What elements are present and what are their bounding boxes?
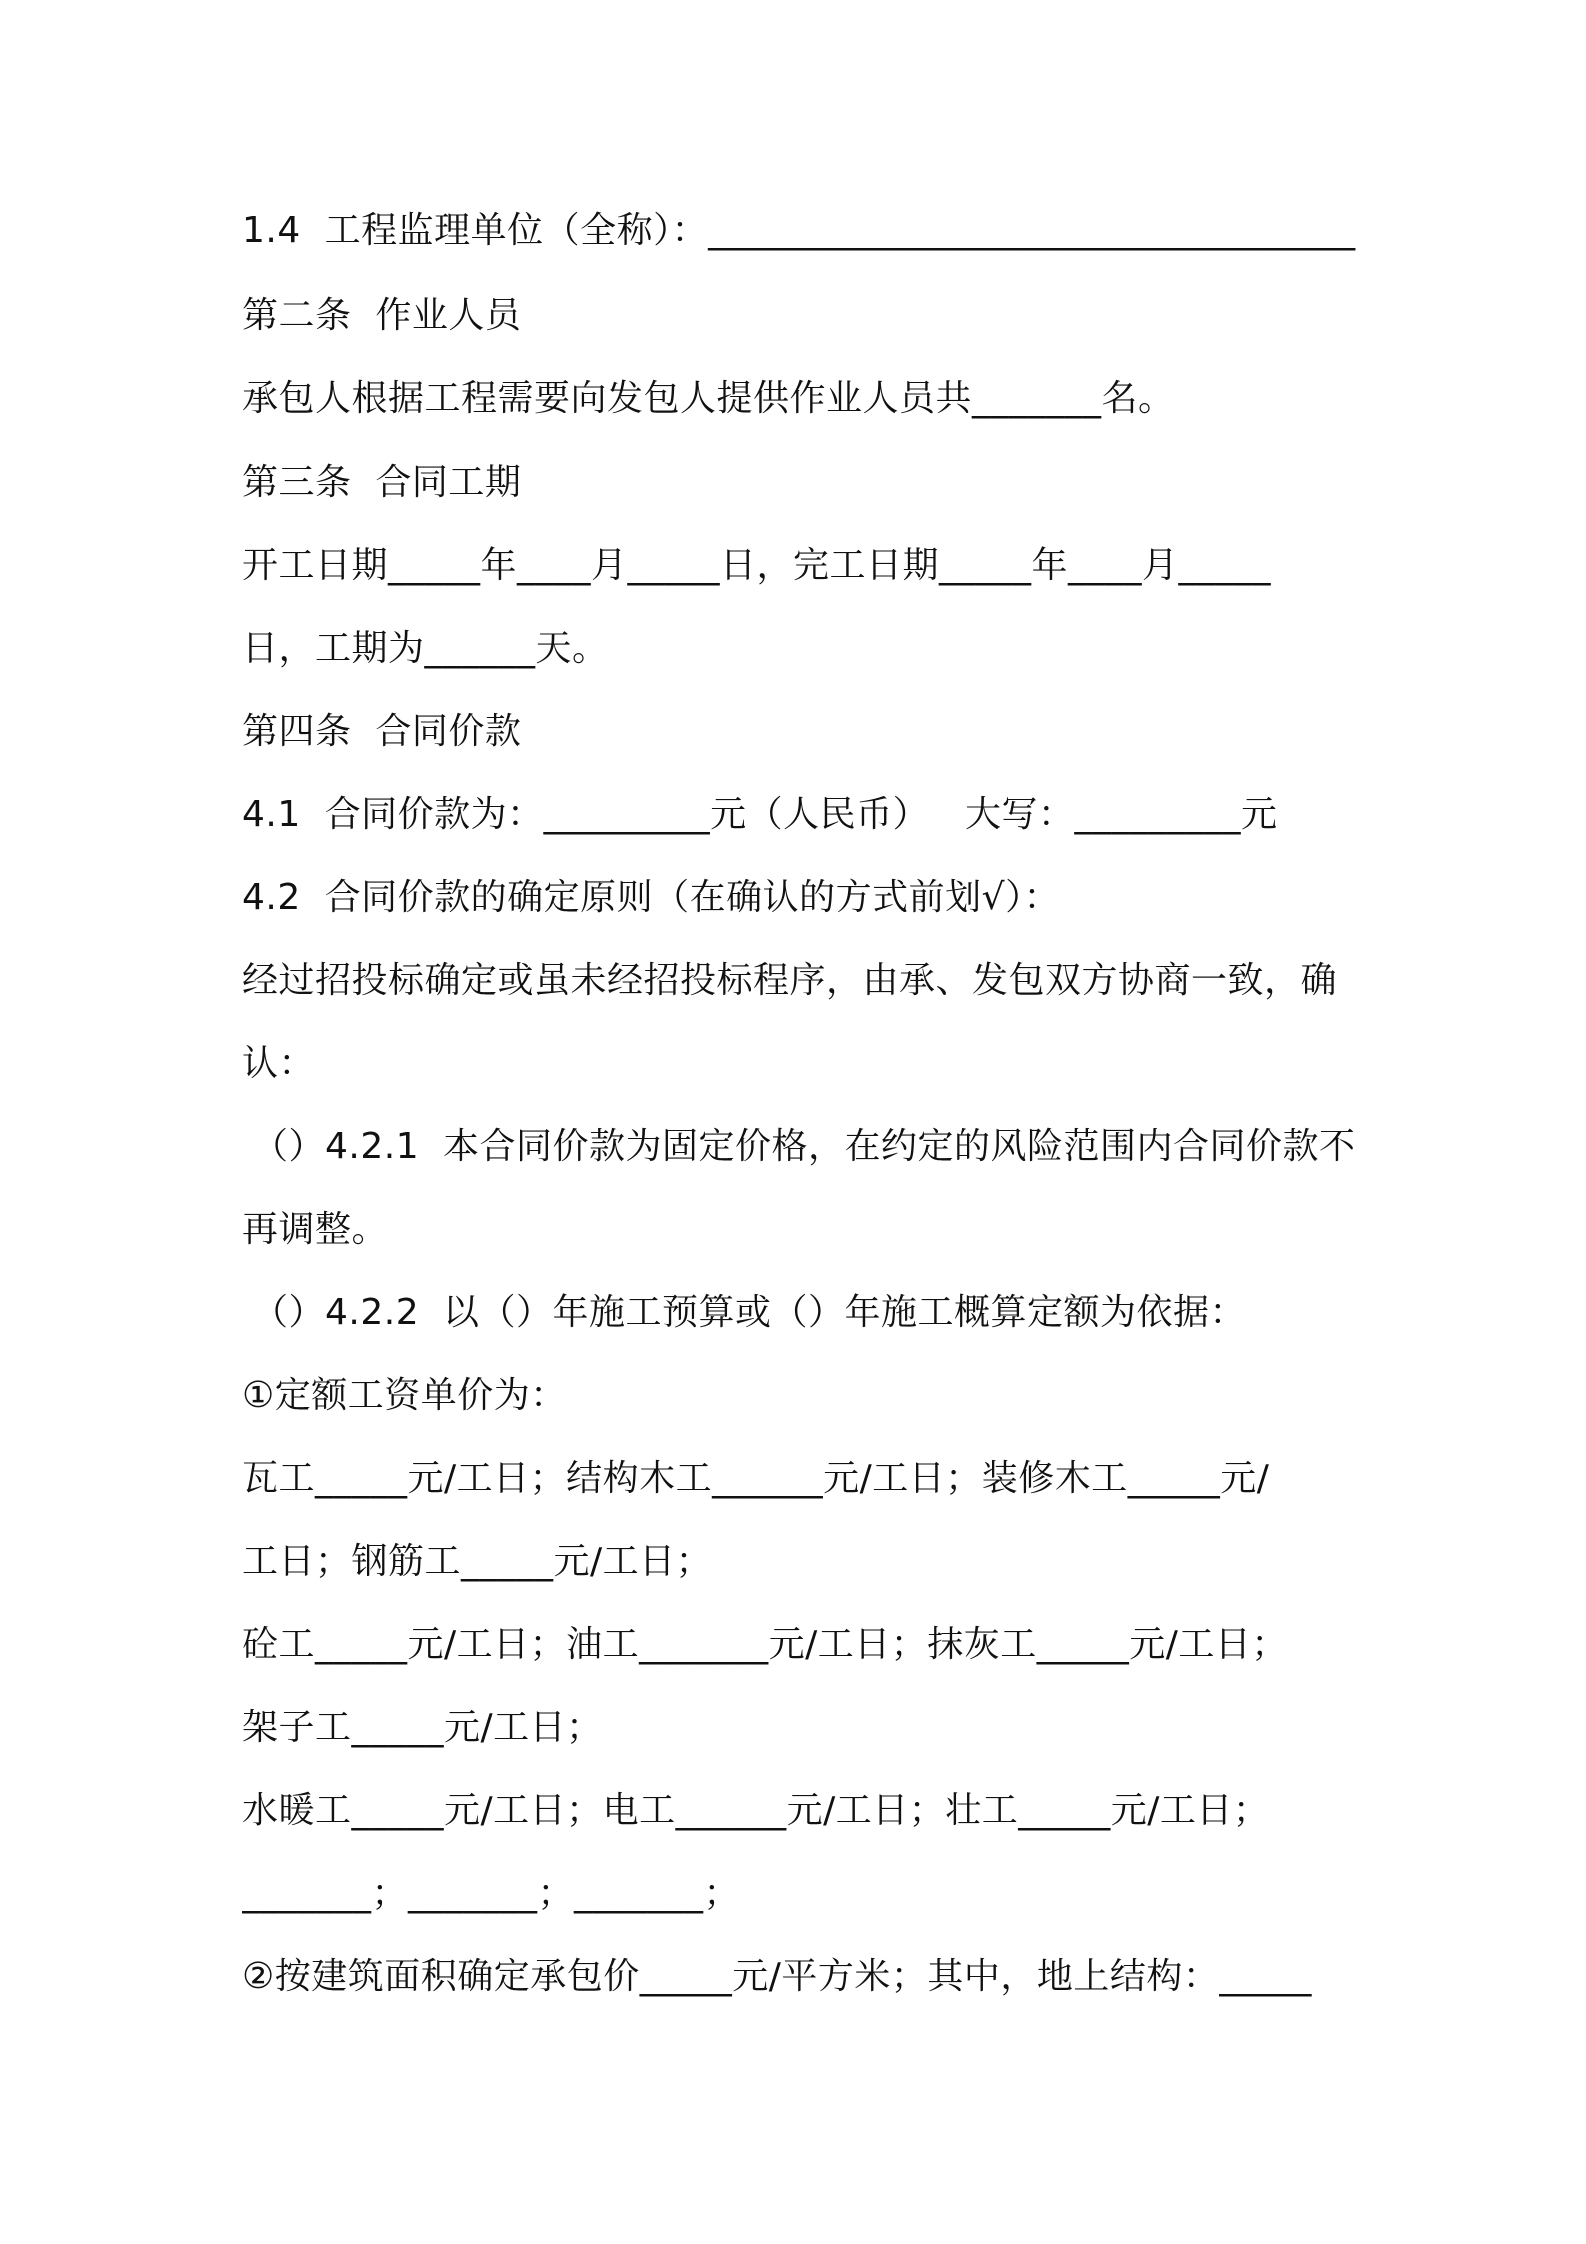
article-4-heading: 第四条 合同价款	[242, 711, 522, 752]
clause-1-4-supervision-unit: 1.4 工程监理单位（全称）：___________________________________	[242, 210, 1356, 251]
wage-rates-blanks: _______；_______；_______；	[242, 1873, 740, 1914]
clause-4-2-1-line-1: （）4.2.1 本合同价款为固定价格，在约定的风险范围内合同价款不	[252, 1126, 1356, 1167]
clause-4-1-price: 4.1 合同价款为：_________元（人民币） 大写：_________元	[242, 794, 1278, 835]
article-3-body-line-2: 日，工期为______天。	[242, 628, 609, 669]
article-3-heading: 第三条 合同工期	[242, 462, 522, 503]
article-2-body: 承包人根据工程需要向发包人提供作业人员共_______名。	[242, 378, 1175, 419]
wage-rates-line-3: 砼工_____元/工日；油工_______元/工日；抹灰工_____元/工日；	[242, 1624, 1288, 1665]
wage-rates-line-5: 水暖工_____元/工日；电工______元/工日；壮工_____元/工日；	[242, 1790, 1270, 1831]
clause-4-2-1-line-2: 再调整。	[242, 1209, 389, 1250]
wage-unit-price-heading: ①定额工资单价为：	[242, 1375, 567, 1416]
wage-rates-line-1: 瓦工_____元/工日；结构木工______元/工日；装修木工_____元/	[242, 1458, 1270, 1499]
wage-rates-line-2: 工日；钢筋工_____元/工日；	[242, 1541, 713, 1582]
clause-4-2-body-line-2: 认：	[242, 1043, 316, 1084]
article-3-body-line-1: 开工日期_____年____月_____日，完工日期_____年____月_____	[242, 545, 1272, 586]
clause-4-2-body-line-1: 经过招投标确定或虽未经招投标程序，由承、发包双方协商一致，确	[242, 960, 1338, 1001]
area-based-price: ②按建筑面积确定承包价_____元/平方米；其中，地上结构：_____	[242, 1956, 1312, 1997]
article-2-heading: 第二条 作业人员	[242, 295, 522, 336]
clause-4-2-principle: 4.2 合同价款的确定原则（在确认的方式前划√）：	[242, 877, 1061, 918]
wage-rates-line-4: 架子工_____元/工日；	[242, 1707, 603, 1748]
clause-4-2-2: （）4.2.2 以（）年施工预算或（）年施工概算定额为依据：	[252, 1292, 1246, 1333]
